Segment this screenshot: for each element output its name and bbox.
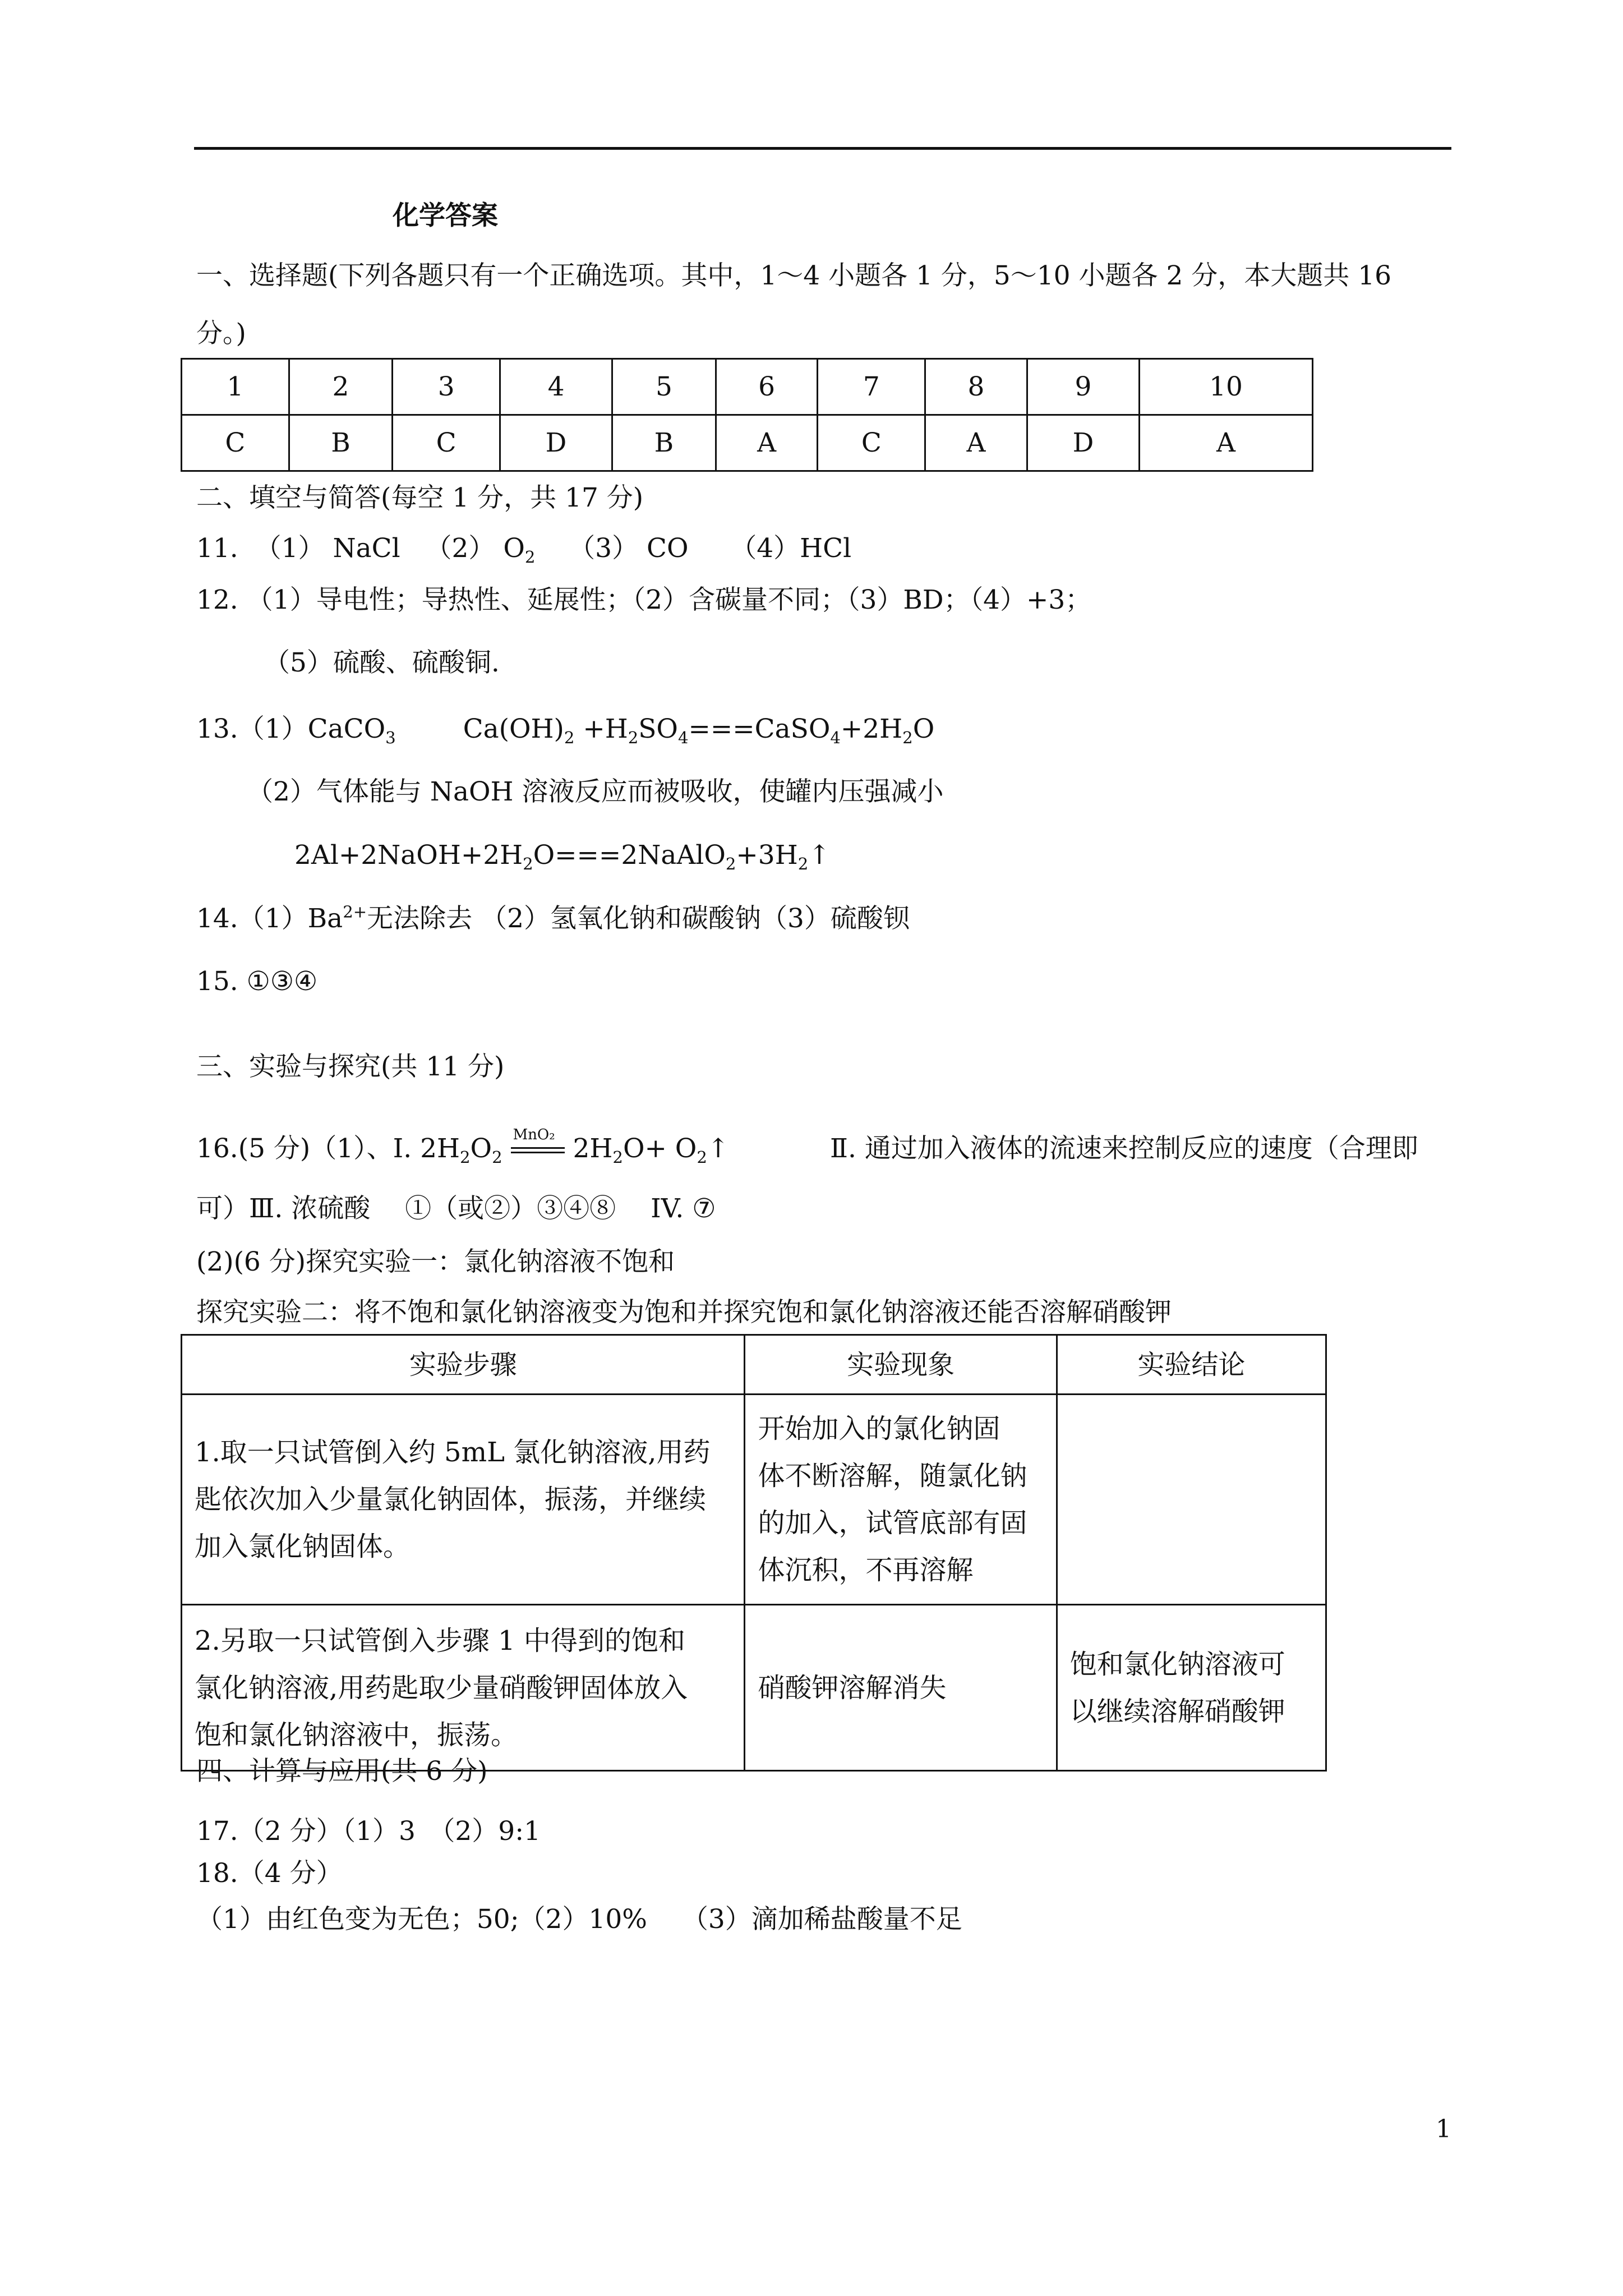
header-phenomenon: 实验现象 <box>745 1335 1057 1395</box>
q13-tag: （1） <box>238 714 308 744</box>
row2-conclusion: 饱和氯化钠溶液可 以继续溶解硝酸钾 <box>1057 1605 1326 1771</box>
row2-phenomenon: 硝酸钾溶解消失 <box>745 1605 1057 1771</box>
q11-answer-1: NaCl <box>333 533 400 564</box>
mcq-number-cell: 4 <box>500 359 612 415</box>
mcq-number-cell: 10 <box>1139 359 1312 415</box>
q18-answer: （1）由红色变为无色；50;（2）10% （3）滴加稀盐酸量不足 <box>196 1904 962 1935</box>
q17-line: 17.（2 分）（1）3 （2）9:1 <box>196 1816 541 1847</box>
q14-line: $14.(1)Ba^{2+}$无法除去 （2）氢氧化钠和碳酸钠（3）硫酸钡 <box>196 902 910 934</box>
section2-heading: 二、填空与简答(每空 1 分，共 17 分) <box>196 482 644 513</box>
mcq-answer-cell: C <box>818 415 925 471</box>
q16-line2: 可）Ⅲ. 浓硫酸 ①（或②）③④⑧ IV. ⑦ <box>196 1193 716 1224</box>
q15-line: 15. ①③④ <box>196 966 318 997</box>
mcq-answer-cell: C <box>182 415 289 471</box>
mcq-number-cell: 1 <box>182 359 289 415</box>
row2-step: 2.另取一只试管倒入步骤 1 中得到的饱和 氯化钠溶液,用药匙取少量硝酸钾固体放入 饱和氯化钠溶液中，振荡。 <box>182 1605 745 1771</box>
q13-part2: （2）气体能与 NaOH 溶液反应而被吸收，使罐内压强减小 <box>247 776 944 807</box>
experiment-header-row <box>182 1335 1326 1395</box>
page-number: 1 <box>1436 2115 1451 2143</box>
q12-line1: 12. （1）导电性；导热性、延展性；（2）含碳量不同；（3）BD；（4）+3； <box>196 585 1092 615</box>
mcq-number-cell: 7 <box>818 359 925 415</box>
q13-number: 13. <box>196 714 238 744</box>
mcq-number-cell: 5 <box>612 359 716 415</box>
q16-2-line: (2)(6 分)探究实验一：氯化钠溶液不饱和 <box>196 1246 675 1277</box>
q11-tag: （1） <box>255 533 325 564</box>
q11-tag: （4） <box>730 533 800 564</box>
experiment-row-1 <box>182 1395 1326 1605</box>
q16-line1-right: Ⅱ. 通过加入液体的流速来控制反应的速度（合理即 <box>830 1133 1418 1164</box>
q11-tag: （3） <box>569 533 639 564</box>
mcq-number-cell: 6 <box>716 359 818 415</box>
q11-answer-2: $O_2$ <box>503 533 536 567</box>
row1-conclusion <box>1057 1395 1326 1605</box>
mcq-number-row <box>182 359 1313 415</box>
mcq-answer-cell: A <box>925 415 1027 471</box>
q11-answer-4: HCl <box>800 533 852 564</box>
mcq-answer-cell: D <box>1027 415 1139 471</box>
experiment-row-2 <box>182 1605 1326 1771</box>
mcq-number-cell: 3 <box>393 359 500 415</box>
mcq-number-cell: 8 <box>925 359 1027 415</box>
section3-heading: 三、实验与探究(共 11 分) <box>196 1051 505 1082</box>
mcq-answer-cell: A <box>716 415 818 471</box>
q11-answer-3: CO <box>647 533 689 564</box>
catalyst-condition: MnO₂ <box>511 1139 565 1162</box>
mcq-number-cell: 2 <box>289 359 393 415</box>
section4-heading: 四、计算与应用(共 6 分) <box>196 1756 488 1787</box>
section1-heading-line1: 一、选择题(下列各题只有一个正确选项。其中，1～4 小题各 1 分，5～10 小题各 2 分，本大题共 16 <box>196 260 1392 291</box>
experiment-table <box>181 1334 1327 1772</box>
q11-line <box>196 532 851 565</box>
mcq-answer-table <box>181 358 1313 472</box>
q13-equation-2: $2Al+2NaOH+2H_2O===2NaAlO_2+3H_2↑$ <box>294 840 831 874</box>
q11-tag: （2） <box>425 533 495 564</box>
row1-phenomenon: 开始加入的氯化钠固 体不断溶解，随氯化钠 的加入，试管底部有固 体沉积，不再溶解 <box>745 1395 1057 1605</box>
mcq-answer-cell: C <box>393 415 500 471</box>
mcq-answer-cell: B <box>289 415 393 471</box>
row1-step: 1.取一只试管倒入约 5mL 氯化钠溶液,用药 匙依次加入少量氯化钠固体，振荡，并继续 加入氯化钠固体。 <box>182 1395 745 1605</box>
q18-line: 18.（4 分） <box>196 1858 343 1889</box>
mcq-answer-row <box>182 415 1313 471</box>
q13-equation-1: $Ca(OH)_2$ $+H_2SO_4===CaSO_4+2H_2O$ <box>463 714 935 748</box>
page-title: 化学答案 <box>393 200 498 231</box>
experiment2-title: 探究实验二：将不饱和氯化钠溶液变为饱和并探究饱和氯化钠溶液还能否溶解硝酸钾 <box>196 1297 1172 1328</box>
mcq-answer-cell: A <box>1139 415 1312 471</box>
q12-line2: （5）硫酸、硫酸铜. <box>264 647 500 678</box>
mcq-number-cell: 9 <box>1027 359 1139 415</box>
header-conclusion: 实验结论 <box>1057 1335 1326 1395</box>
q13-part1 <box>196 712 934 746</box>
q11-number: 11. <box>196 533 238 564</box>
q16-line1-left: 16.(5 分)（1）、I. $2H_2O_2$ MnO₂ $2H_2O+$ $O_2↑$ <box>196 1126 730 1167</box>
header-step: 实验步骤 <box>182 1335 745 1395</box>
mcq-answer-cell: D <box>500 415 612 471</box>
mcq-answer-cell: B <box>612 415 716 471</box>
header-rule <box>194 147 1451 150</box>
q13-formula: CaCO$_3$ <box>307 714 396 748</box>
section1-heading-line2: 分。) <box>196 318 246 349</box>
